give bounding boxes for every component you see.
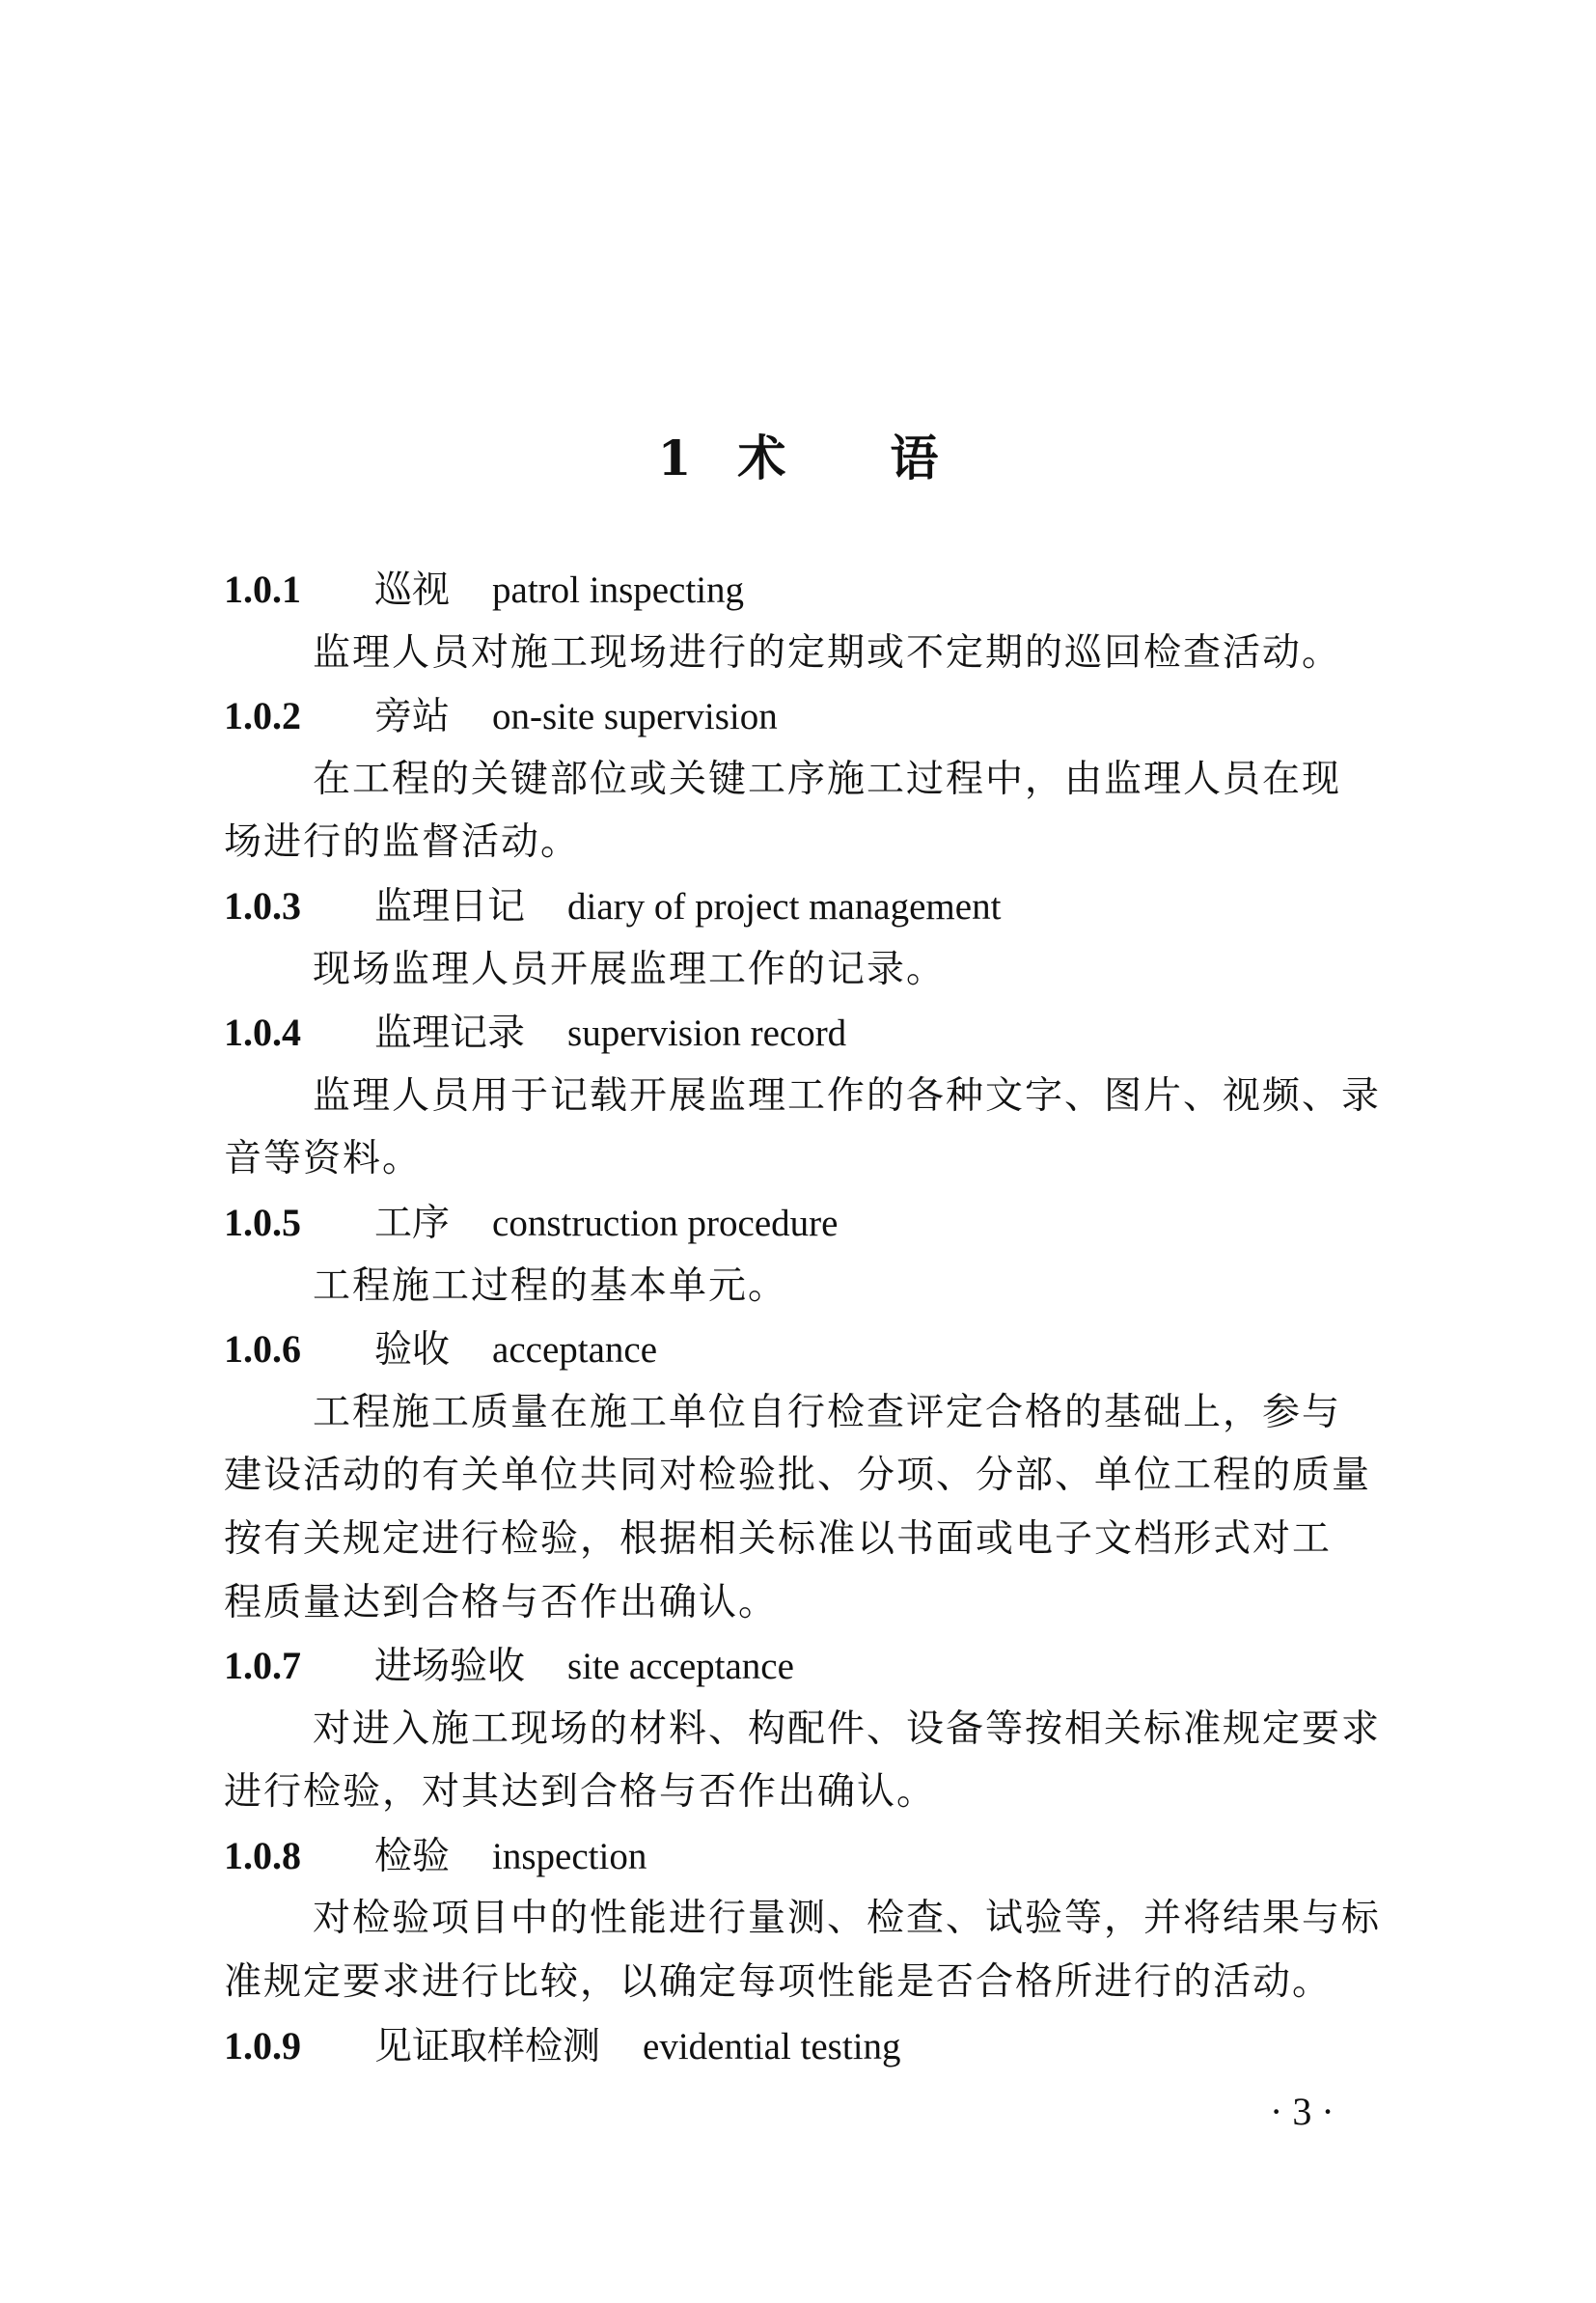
term-english: supervision record <box>567 1013 847 1055</box>
term-english: inspection <box>492 1835 647 1877</box>
term-number: 1.0.8 <box>224 1833 301 1877</box>
term-definition-line: 进行检验，对其达到合格与否作出确认。 <box>224 1770 937 1815</box>
term-number: 1.0.9 <box>224 2023 301 2067</box>
term-definition-line: 在工程的关键部位或关键工序施工过程中，由监理人员在现 <box>313 757 1342 801</box>
chapter-number: 1 <box>657 430 692 486</box>
term-heading <box>224 2014 1420 2078</box>
term-definition-line: 对检验项目中的性能进行量测、检查、试验等，并将结果与标 <box>313 1897 1382 1941</box>
term-heading <box>224 684 1420 748</box>
page-number: · 3 · <box>1270 2090 1335 2133</box>
chapter-title <box>0 425 1596 492</box>
term-english: on-site supervision <box>492 696 778 738</box>
term-chinese: 进场验收 <box>374 1645 526 1689</box>
term-chinese: 巡视 <box>374 569 451 612</box>
term-definition-line: 对进入施工现场的材料、构配件、设备等按相关标准规定要求 <box>313 1706 1382 1751</box>
term-definition-line: 程质量达到合格与否作出确认。 <box>224 1580 779 1624</box>
chapter-title-char-1: 术 <box>737 430 786 486</box>
term-heading <box>224 1001 1420 1065</box>
term-chinese: 工序 <box>374 1201 451 1245</box>
term-number: 1.0.1 <box>224 568 301 611</box>
chapter-title-char-2: 语 <box>890 430 939 486</box>
term-english: construction procedure <box>492 1202 839 1244</box>
term-english: evidential testing <box>643 2025 901 2067</box>
term-number: 1.0.6 <box>224 1327 301 1372</box>
term-number: 1.0.5 <box>224 1200 301 1244</box>
term-chinese: 见证取样检测 <box>374 2024 601 2068</box>
term-definition-line: 建设活动的有关单位共同对检验批、分项、分部、单位工程的质量 <box>224 1454 1372 1498</box>
term-heading <box>224 1318 1420 1381</box>
term-heading <box>224 874 1420 938</box>
term-definition-line: 按有关规定进行检验，根据相关标准以书面或电子文档形式对工 <box>224 1516 1333 1561</box>
term-definition-line: 工程施工质量在施工单位自行检查评定合格的基础上，参与 <box>313 1390 1342 1434</box>
term-definition-line: 场进行的监督活动。 <box>224 820 581 865</box>
term-english: patrol inspecting <box>492 569 745 611</box>
term-number: 1.0.7 <box>224 1644 301 1688</box>
term-heading <box>224 1824 1420 1888</box>
term-heading <box>224 1191 1420 1255</box>
term-chinese: 监理记录 <box>374 1012 526 1056</box>
term-chinese: 检验 <box>374 1834 451 1878</box>
term-definition-line: 监理人员用于记载开展监理工作的各种文字、图片、视频、录 <box>313 1073 1382 1118</box>
term-heading <box>224 558 1420 622</box>
term-definition-line: 监理人员对施工现场进行的定期或不定期的巡回检查活动。 <box>313 630 1342 675</box>
term-number: 1.0.3 <box>224 883 301 928</box>
term-definition-line: 音等资料。 <box>224 1137 423 1181</box>
term-english: site acceptance <box>567 1646 794 1688</box>
term-english: diary of project management <box>567 885 1002 928</box>
term-number: 1.0.2 <box>224 694 301 738</box>
term-heading <box>224 1634 1420 1698</box>
term-english: acceptance <box>492 1329 658 1372</box>
terms-list <box>224 558 1420 2077</box>
term-definition-line: 工程施工过程的基本单元。 <box>313 1263 788 1308</box>
term-chinese: 验收 <box>374 1328 451 1373</box>
term-chinese: 旁站 <box>374 695 451 739</box>
term-definition-line: 现场监理人员开展监理工作的记录。 <box>313 947 947 991</box>
term-chinese: 监理日记 <box>374 884 526 929</box>
term-definition-line: 准规定要求进行比较，以确定每项性能是否合格所进行的活动。 <box>224 1960 1333 2005</box>
term-number: 1.0.4 <box>224 1011 301 1055</box>
